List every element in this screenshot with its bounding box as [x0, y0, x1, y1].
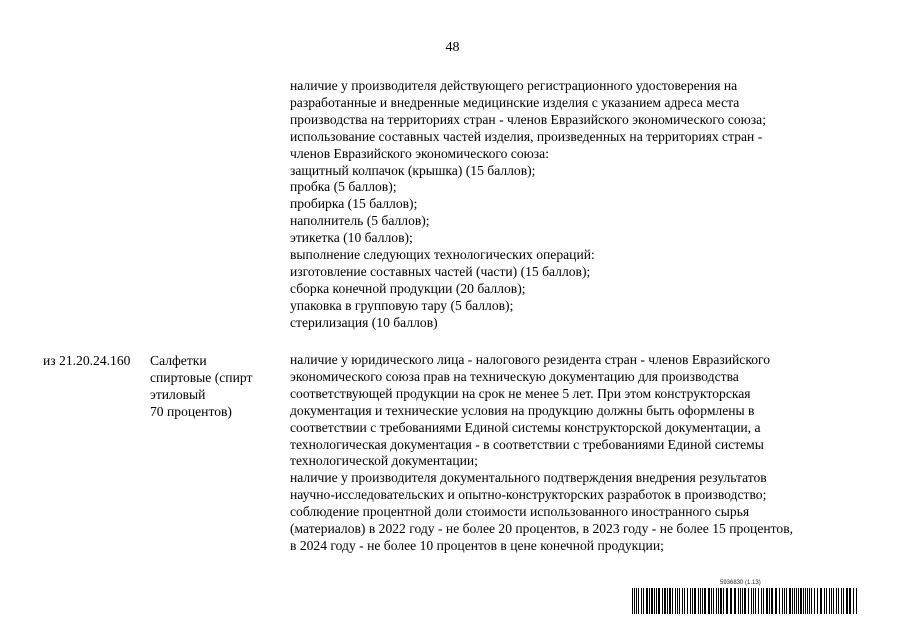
text-line: защитный колпачок (крышка) (15 баллов); [290, 162, 536, 178]
text-line: этикетка (10 баллов); [290, 230, 413, 246]
text-line: наличие у юридического лица - налогового резидента стран - членов Евразийского [290, 352, 771, 367]
text-line: упаковка в групповую тару (5 баллов); [290, 297, 514, 313]
text-line: производства на территориях стран - членов Евразийского экономического союза; [290, 111, 766, 127]
text-line: соблюдение процентной доли стоимости использованного иностранного сырья [290, 504, 750, 520]
text-line: сборка конечной продукции (20 баллов); [290, 280, 526, 296]
product-name-line: спиртовые (спирт [150, 370, 253, 385]
text-line: пробка (5 баллов); [290, 179, 397, 195]
text-line: соответствии с требованиями Единой системы конструкторской документации, а [290, 419, 761, 435]
text-line: соответствующей продукции на срок не менее 5 лет. При этом конструкторская [290, 385, 751, 401]
text-line: пробирка (15 баллов); [290, 196, 418, 212]
product-name-line: 70 процентов) [150, 404, 232, 419]
page-number: 48 [445, 40, 460, 55]
text-line: экономического союза прав на техническую документацию для производства [290, 368, 739, 384]
text-line: выполнение следующих технологических операций: [290, 247, 595, 263]
text-line: технологической документации; [290, 453, 478, 469]
barcode [632, 588, 857, 614]
barcode-id: 5936830 (1.13) [720, 580, 761, 586]
product-name-line: этиловый [150, 387, 206, 402]
text-line: изготовление составных частей (части) (15 баллов); [290, 263, 591, 279]
text-line: разработанные и внедренные медицинские изделия с указанием адреса места [290, 94, 740, 110]
product-name-line: Салфетки [150, 353, 207, 368]
text-line: наличие у производителя действующего регистрационного удостоверения на [290, 78, 738, 93]
text-line: технологическая документация - в соответствии с требованиями Единой системы [290, 436, 764, 452]
text-line: наполнитель (5 баллов); [290, 213, 430, 229]
product-name [150, 352, 252, 420]
text-line: в 2024 году - не более 10 процентов в цене конечной продукции; [290, 537, 664, 553]
text-line: (материалов) в 2022 году - не более 20 процентов, в 2023 году - не более 15 процентов, [290, 521, 794, 537]
product-code: из 21.20.24.160 [43, 353, 131, 368]
requirements-block-continued [290, 78, 880, 332]
text-line: документация и технические условия на продукцию должны быть оформлены в [290, 402, 755, 418]
text-line: использование составных частей изделия, произведенных на территориях стран - [290, 128, 763, 144]
text-line: членов Евразийского экономического союза: [290, 145, 549, 161]
text-line: стерилизация (10 баллов) [290, 314, 438, 330]
text-line: научно-исследовательских и опытно-конструкторских разработок в производство; [290, 487, 767, 503]
requirements-block [290, 352, 880, 555]
text-line: наличие у производителя документального подтверждения внедрения результатов [290, 470, 767, 486]
